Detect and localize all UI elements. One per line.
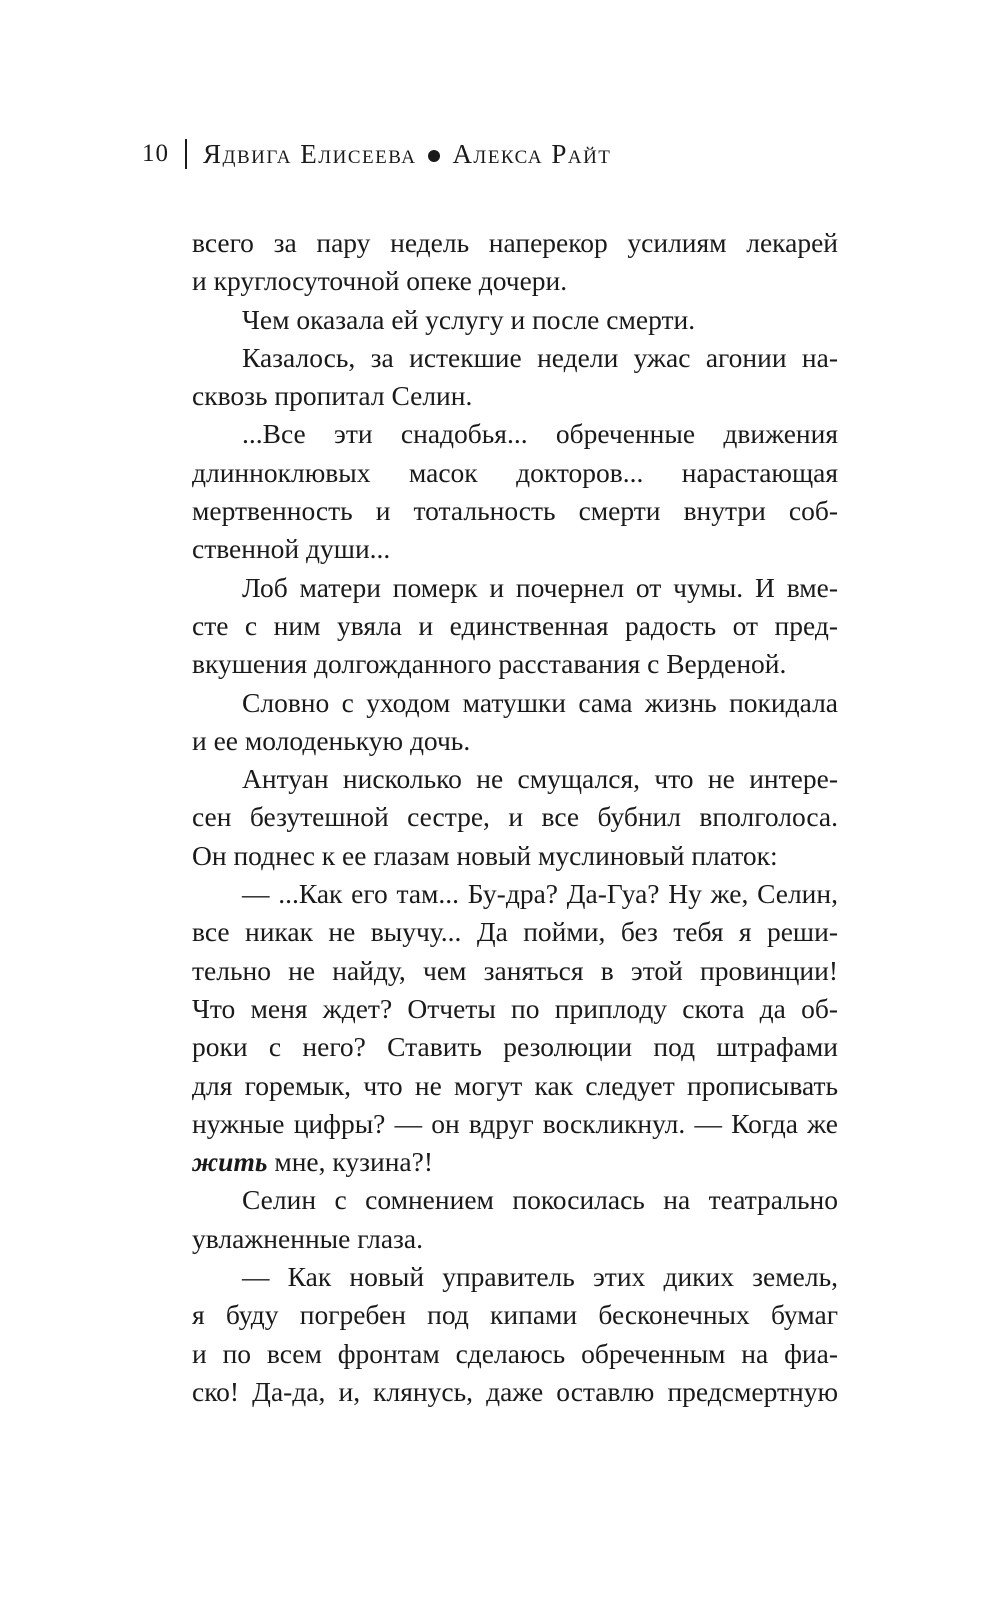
text-line: мертвенность и тотальность смерти внутри соб- [192,495,838,527]
text-line: сен безутешной сестре, и все бубнил вполголоса. [192,801,838,833]
text-line: ско! Да-да, и, клянусь, даже оставлю предсмертную [192,1375,838,1407]
text-line: Селин с сомнением покосилась на театрально [242,1184,838,1216]
text-line: — ...Как его там... Бу-дра? Да-Гуа? Ну же, Селин, [242,878,838,910]
author-name-2: Алекса Райт [452,138,612,169]
text-line: сте с ним увяла и единственная радость от пред- [192,609,838,641]
text-line: нужные цифры? — он вдруг воскликнул. — Когда же [192,1107,838,1139]
text-line: Словно с уходом матушки сама жизнь покидала [242,686,838,718]
text-line: Казалось, за истекшие недели ужас агонии на- [242,341,838,373]
text-line: Чем оказала ей услугу и после смерти. [242,303,696,335]
text-line-rest: мне, кузина?! [267,1146,433,1178]
body-text [192,224,838,1411]
text-line: всего за пару недель наперекор усилиям лекарей [192,227,838,258]
text-line: сквозь пропитал Селин. [192,380,473,412]
author-name-1: Ядвига Елисеева [203,138,417,169]
text-line: увлажненные глаза. [192,1222,423,1254]
bullet-separator-icon [428,150,440,162]
text-line: ственной души... [192,533,391,565]
text-line: Он поднес к ее глазам новый муслиновый платок: [192,839,778,871]
text-line: длинноклювых масок докторов... нарастающая [192,456,838,488]
text-line [192,1143,838,1181]
text-line: для горемык, что не могут как следует прописывать [192,1069,838,1101]
running-header [142,134,611,174]
header-divider [185,139,187,169]
text-line: я буду погребен под кипами бесконечных бумаг [192,1299,838,1331]
text-line: и ее молоденькую дочь. [192,724,471,756]
text-line: вкушения долгожданного расставания с Верденой. [192,648,787,680]
text-line: все никак не выучу... Да пойми, без тебя я реши- [192,916,838,948]
text-line: и круглосуточной опеке дочери. [192,265,568,297]
text-line: — Как новый управитель этих диких земель, [242,1261,838,1293]
text-line: ...Все эти снадобья... обреченные движения [242,418,838,450]
text-line: Что меня ждет? Отчеты по приплоду скота да об- [192,992,838,1024]
text-line: Антуан нисколько не смущался, что не интере- [242,763,838,795]
text-line: роки с него? Ставить резолюции под штрафами [192,1031,838,1063]
emphasized-word: жить [192,1146,268,1178]
text-line: Лоб матери померк и почернел от чумы. И вме- [242,571,838,603]
text-line: и по всем фронтам сделаюсь обреченным на фиа- [192,1337,838,1369]
page-number: 10 [142,140,169,167]
text-line: тельно не найду, чем заняться в этой провинции! [192,954,838,986]
